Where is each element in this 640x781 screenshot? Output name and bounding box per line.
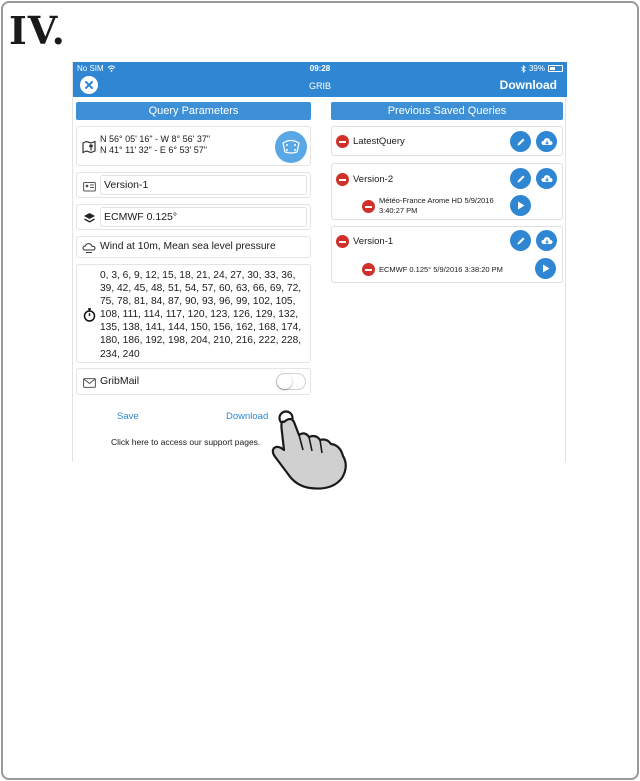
download-info-line-1: ECMWF 0.125° 5/9/2016 3:38:20 PM — [379, 265, 503, 274]
battery-percent: 39% — [528, 64, 545, 73]
carrier-text: No SIM — [77, 64, 104, 73]
support-link[interactable]: Click here to access our support pages. — [111, 437, 261, 447]
cloud-download-icon — [541, 137, 553, 147]
tap-hand-icon — [250, 398, 360, 498]
status-time: 09:28 — [309, 64, 331, 73]
coords-line-1: N 56° 05' 16" - W 8° 56' 37" — [100, 134, 211, 144]
app-title: GRIB — [308, 81, 331, 91]
pencil-icon — [516, 236, 526, 246]
edit-query-button[interactable] — [510, 230, 531, 251]
layers-icon — [82, 211, 96, 225]
area-coordinates — [100, 134, 210, 156]
forecast-hours-card[interactable] — [76, 264, 311, 363]
query-parameters-header: Query Parameters — [76, 102, 311, 120]
delete-download-button[interactable] — [362, 200, 375, 213]
pencil-icon — [516, 137, 526, 147]
coords-line-2: N 41° 11' 32" - E 6° 53' 57" — [100, 145, 207, 155]
play-icon — [517, 201, 525, 210]
delete-download-button[interactable] — [362, 263, 375, 276]
download-query-button[interactable] — [536, 230, 557, 251]
download-query-button[interactable] — [536, 131, 557, 152]
saved-queries-header: Previous Saved Queries — [331, 102, 563, 120]
download-header-button[interactable]: Download — [499, 78, 557, 92]
gribmail-label: GribMail — [100, 375, 140, 387]
cloud-download-icon — [541, 174, 553, 184]
pencil-icon — [516, 174, 526, 184]
delete-query-button[interactable] — [336, 235, 349, 248]
map-area-icon — [82, 140, 96, 154]
forecast-hours-text: 0, 3, 6, 9, 12, 15, 18, 21, 24, 27, 30, 33, 36, 39, 42, 45, 48, 51, 54, 57, 60, 63, 66, 69, 72, 75, 78, 81, 84, 87, 90, 93, 96, 99, 102, 105, 108, 111, 114, 117, 120, 123, 126, 129, 132, 135, 138, 141, 144, 150, 156, 162, 168, 174, 180, 186, 192, 198, 204, 210, 216, 222, 228, 234, 240 — [100, 270, 302, 360]
saved-query-version-2[interactable] — [331, 163, 563, 220]
battery-icon — [548, 65, 563, 72]
download-query-button[interactable] — [536, 168, 557, 189]
saved-query-name: Version-1 — [353, 236, 394, 247]
saved-query-name: Version-2 — [353, 174, 394, 185]
saved-query-latestquery[interactable] — [331, 126, 563, 156]
stopwatch-icon — [82, 308, 96, 322]
top-bar — [73, 62, 567, 97]
gribmail-toggle[interactable] — [276, 373, 306, 390]
download-info-line-2: 3:40:27 PM — [379, 205, 418, 215]
play-download-button[interactable] — [535, 258, 556, 279]
saved-download-info — [379, 196, 494, 215]
status-right — [521, 64, 563, 73]
save-button[interactable]: Save — [117, 411, 139, 422]
download-info-line-1: Météo-France Arome HD 5/9/2016 — [379, 196, 494, 205]
edit-query-button[interactable] — [510, 131, 531, 152]
gribmail-card — [76, 368, 311, 395]
cloud-download-icon — [541, 236, 553, 246]
play-icon — [542, 264, 550, 273]
saved-query-version-1[interactable] — [331, 226, 563, 283]
mail-icon — [82, 376, 96, 390]
saved-query-name: LatestQuery — [353, 136, 405, 147]
name-card — [76, 172, 311, 198]
parameters-card[interactable] — [76, 236, 311, 258]
id-card-icon — [82, 179, 96, 193]
toggle-knob — [277, 374, 292, 389]
model-card — [76, 204, 311, 230]
area-card[interactable] — [76, 126, 311, 166]
play-download-button[interactable] — [510, 195, 531, 216]
bluetooth-icon — [521, 65, 526, 73]
delete-query-button[interactable] — [336, 135, 349, 148]
area-selection-icon — [280, 139, 302, 155]
step-label: IV. — [9, 8, 66, 53]
edit-query-button[interactable] — [510, 168, 531, 189]
parameters-text: Wind at 10m, Mean sea level pressure — [100, 241, 276, 252]
delete-query-button[interactable] — [336, 173, 349, 186]
download-button[interactable]: Download — [226, 411, 269, 422]
weather-parameters-icon — [82, 241, 96, 255]
name-field[interactable]: Version-1 — [100, 175, 307, 195]
model-field[interactable]: ECMWF 0.125° — [100, 207, 307, 227]
select-area-button[interactable] — [275, 131, 307, 163]
